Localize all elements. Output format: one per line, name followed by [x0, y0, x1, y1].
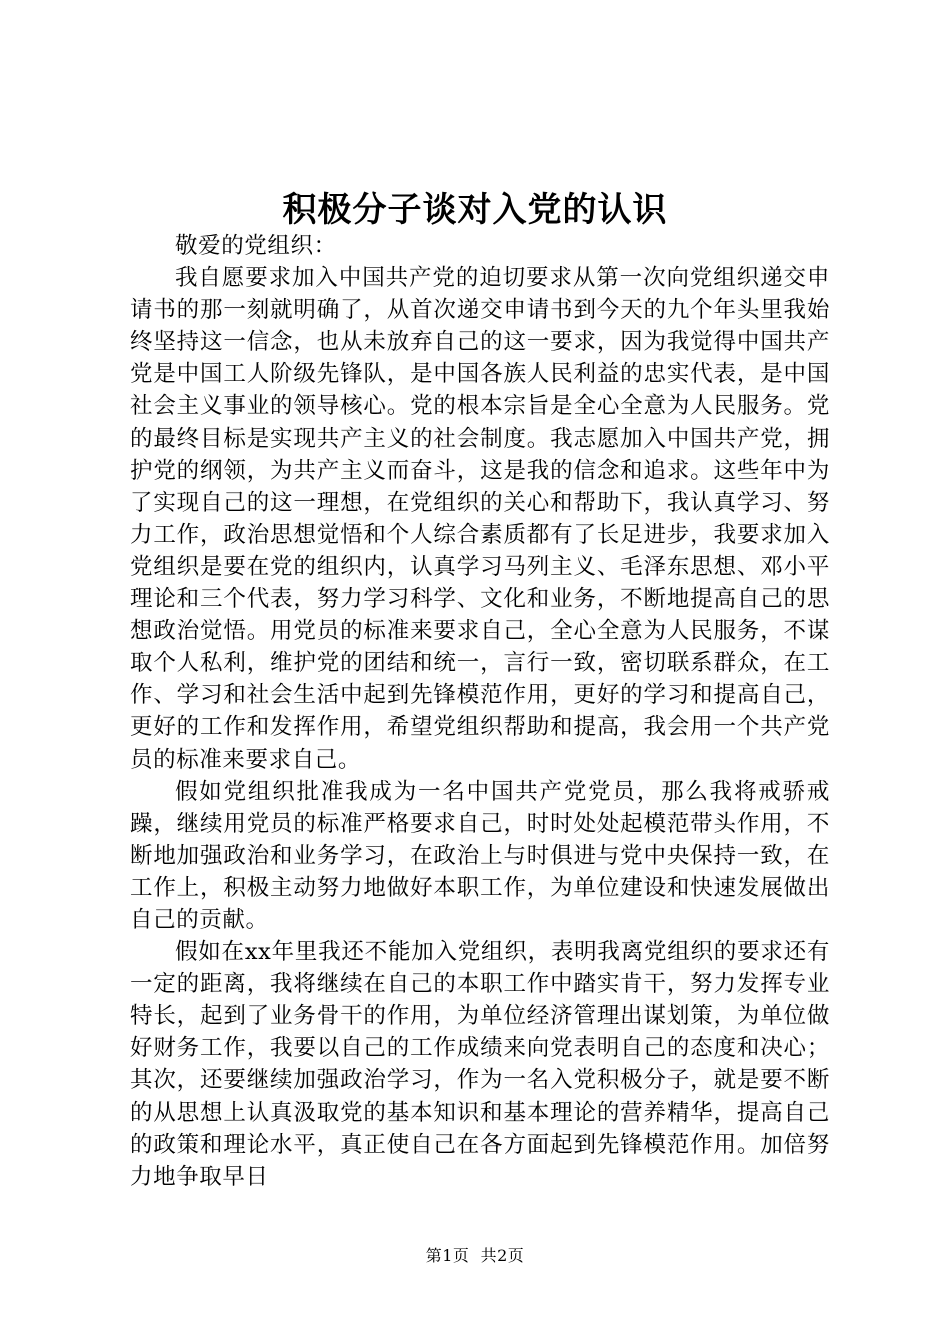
- paragraph-3: 假如在xx年里我还不能加入党组织，表明我离党组织的要求还有一定的距离，我将继续在自己的本职工作中踏实肯干，努力发挥专业特长，起到了业务骨干的作用，为单位经济管理出谋划策，为单位做好财务工作，我要以自己的工作成绩来向党表明自己的态度和决心；其次，还要继续加强政治学习，作为一名入党积极分子，就是要不断的从思想上认真汲取党的基本知识和基本理论的营养精华，提高自己的政策和理论水平，真正使自己在各方面起到先锋模范作用。加倍努力地争取早日: [130, 939, 830, 1190]
- footer-separator: [469, 1246, 480, 1265]
- paragraph-1: 我自愿要求加入中国共产党的迫切要求从第一次向党组织递交申请书的那一刻就明确了，从首次递交申请书到今天的九个年头里我始终坚持这一信念，也从未放弃自己的这一要求，因为我觉得中国共产党是中国工人阶级先锋队，是中国各族人民利益的忠实代表，是中国社会主义事业的领导核心。党的根本宗旨是全心全意为人民服务。党的最终目标是实现共产主义的社会制度。我志愿加入中国共产党，拥护党的纲领，为共产主义而奋斗，这是我的信念和追求。这些年中为了实现自己的这一理想，在党组织的关心和帮助下，我认真学习、努力工作，政治思想觉悟和个人综合素质都有了长足进步，我要求加入党组织是要在党的组织内，认真学习马列主义、毛泽东思想、邓小平理论和三个代表，努力学习科学、文化和业务，不断地提高自己的思想政治觉悟。用党员的标准来要求自己，全心全意为人民服务，不谋取个人私利，维护党的团结和统一，言行一致，密切联系群众，在工作、学习和社会生活中起到先锋模范作用，更好的学习和提高自己，更好的工作和发挥作用，希望党组织帮助和提高，我会用一个共产党员的标准来要求自己。: [130, 265, 830, 773]
- document-title: 积极分子谈对入党的认识: [282, 190, 668, 230]
- page-number: 第1页: [425, 1246, 470, 1265]
- page-footer: [0, 1244, 950, 1268]
- document-body: [130, 230, 830, 1193]
- salutation: 敬爱的党组织：: [175, 233, 337, 259]
- page-total: 共2页: [480, 1246, 525, 1265]
- paragraph-2: 假如党组织批准我成为一名中国共产党党员，那么我将戒骄戒躁，继续用党员的标准严格要求自己，时时处处起模范带头作用，不断地加强政治和业务学习，在政治上与时俱进与党中央保持一致，在工作上，积极主动努力地做好本职工作，为单位建设和快速发展做出自己的贡献。: [130, 778, 830, 933]
